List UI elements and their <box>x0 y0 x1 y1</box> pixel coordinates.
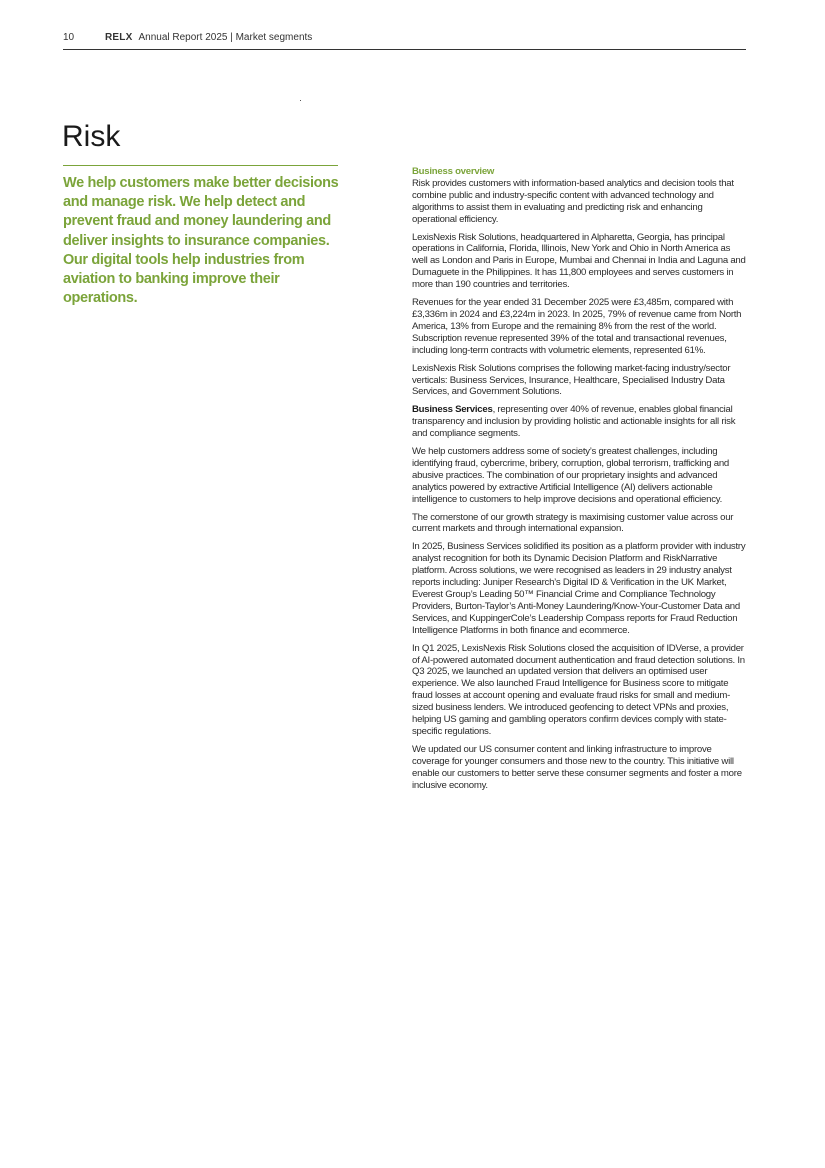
paragraph-verticals: LexisNexis Risk Solutions comprises the following market-facing industry/sector verticals: Business Services, Insurance, Healthcare, Specialised Industry Data Services, and Government Solutions. <box>412 362 731 398</box>
paragraph-acquisition: In Q1 2025, LexisNexis Risk Solutions closed the acquisition of IDVerse, a provider of AI-powered automated document authentication and fraud detection solutions. In Q3 2025, we launched an updated version that delivers an optimised user experience. We also launched Fraud Intelligence for Business score to mitigate fraud losses at account opening and evaluate fraud risks for small and medium-sized business lenders. We introduced geofencing to detect VPNs and proxies, helping US gaming and gambling operators confirm devices comply with state-specific regulations. <box>412 642 745 737</box>
business-services-text: , representing over 40% of revenue, enables global financial transparency and inclusion by providing holistic and actionable insights for all risk and compliance segments. <box>412 404 736 440</box>
report-section-label: Annual Report 2025 | Market segments <box>138 32 313 43</box>
title-divider <box>63 165 338 166</box>
paragraph-overview: Risk provides customers with information-based analytics and decision tools that combine public and industry-specific content with advanced technology and algorithms to assist them in evaluating and predicting risk and enhancing operational efficiency. <box>412 177 734 225</box>
brand-name: RELX <box>105 32 133 43</box>
body-column <box>412 166 748 798</box>
business-services-label: Business Services <box>412 404 493 416</box>
paragraph-locations: LexisNexis Risk Solutions, headquartered in Alpharetta, Georgia, has principal operations in California, Florida, Illinois, New York and Ohio in North America as well as London and Paris in Europe, Mumbai and Chennai in India and Laguna and Dumaguete in the Philippines. It has 11,800 employees and serves customers in more than 190 countries and territories. <box>412 231 746 291</box>
intro-statement: We help customers make better decisions and manage risk. We help detect and prevent fraud and money laundering and deliver insights to insurance companies. Our digital tools help industries from aviation to banking improve their operations. <box>63 175 339 307</box>
decorative-dot <box>300 100 301 101</box>
page-title: Risk <box>62 120 121 153</box>
section-heading: Business overview <box>412 166 495 177</box>
running-header <box>63 31 746 50</box>
paragraph-revenues: Revenues for the year ended 31 December 2025 were £3,485m, compared with £3,336m in 2024 and £3,224m in 2023. In 2025, 79% of revenue came from North America, 13% from Europe and the remaining 8% from the rest of the world. Subscription revenue represented 39% of the total and transactional revenues, including long-term contracts with volumetric elements, represented 61%. <box>412 297 742 356</box>
paragraph-business-services <box>412 404 748 440</box>
paragraph-recognition: In 2025, Business Services solidified its position as a platform provider with industry analyst recognition for both its Dynamic Decision Platform and RiskNarrative platform. Across solutions, we were recognised as leaders in 29 industry analyst reports including: Juniper Research’s Digital ID & Verification in the UK Market, Everest Group’s Leading 50™ Financial Crime and Compliance Technology Providers, Burton-Taylor’s Anti-Money Laundering/Know-Your-Customer Data and Services, and KuppingerCole’s Leadership Compass reports for Fraud Reduction Intelligence Platforms in both finance and ecommerce. <box>412 541 746 636</box>
paragraph-consumer-content: We updated our US consumer content and linking infrastructure to improve coverage for younger consumers and those new to the country. This initiative will enable our customers to better serve these consumer segments and foster a more inclusive economy. <box>412 743 742 791</box>
page-number: 10 <box>63 32 75 43</box>
paragraph-challenges: We help customers address some of society’s greatest challenges, including identifying fraud, cybercrime, bribery, corruption, global terrorism, trafficking and abusive practices. The combination of our proprietary insights and advanced analytics powered by extractive Artificial Intelligence (AI) delivers actionable intelligence to customers to help improve decisions and operational efficiency. <box>412 446 729 505</box>
paragraph-strategy: The cornerstone of our growth strategy is maximising customer value across our current markets and through international expansion. <box>412 511 734 535</box>
